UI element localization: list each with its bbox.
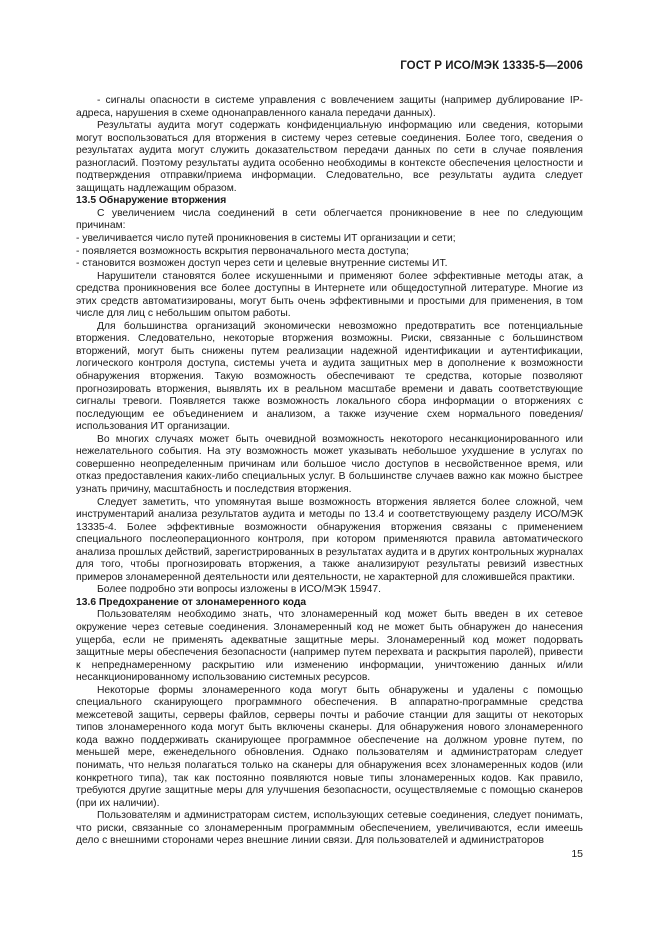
paragraph: Во многих случаях может быть очевидной возможность некоторого несанкционированного или нежелательного события. На эту возможность может указывать небольшое ухудшение в услугах по совершенно неопределенным причинам или большое число доступов в несвойственное время, или отказ предоставления каких-либо специальных услуг. В большинстве случаев важно как можно быстрее узнать причину, масштабность и последствия вторжения.: [76, 433, 583, 495]
paragraph: Нарушители становятся более искушенными и применяют более эффективные методы атак, а средства проникновения все более доступны в Интернете или общедоступной литературе. Многие из этих средств автоматизированы, могут быть очень эффективными и простыми для применения, в том числе для лиц с небольшим опытом работы.: [76, 270, 583, 320]
paragraph: С увеличением числа соединений в сети облегчается проникновение в нее по следующим причинам:: [76, 207, 583, 232]
paragraph: Пользователям и администраторам систем, использующих сетевые соединения, следует понимать, что риски, связанные со злонамеренным программным обеспечением, увеличиваются, если имеешь дело с внешними сторонами через внешние линии связи. Для пользователей и администраторов: [76, 810, 583, 847]
document-header: ГОСТ Р ИСО/МЭК 13335-5—2006: [400, 60, 583, 72]
section-heading: 13.6 Предохранение от злонамеренного кода: [76, 596, 307, 608]
list-item: - увеличивается число путей проникновения в системы ИТ организации и сети;: [76, 233, 456, 245]
list-item: - появляется возможность вскрытия первоначального места доступа;: [76, 245, 409, 257]
page-number: 15: [571, 848, 583, 860]
paragraph: Результаты аудита могут содержать конфиденциальную информацию или сведения, которыми могут воспользоваться для вторжения в систему через сетевые соединения. Более того, сведения о результатах аудита могут служить доказательством передачи данных по сети в случае появления разногласий. Поэтому результаты аудита особенно необходимы в контексте обеспечения целостности и подтверждения отправки/приема информации. Следовательно, все результаты аудита следует защищать надлежащим образом.: [76, 120, 583, 194]
document-body: [76, 95, 583, 848]
paragraph: Для большинства организаций экономически невозможно предотвратить все потенциальные вторжения. Следовательно, некоторые вторжения возможны. Риски, связанные с большинством вторжений, могут быть снижены путем реализации надежной идентификации и аутентификации, логического контроля доступа, системы учета и аудита защитных мер в дополнение к возможности обнаружения вторжения. Такую возможность обеспечивают те средства, которые позволяют прогнозировать вторжения, выявлять их в реальном масштабе времени и давать соответствующие сигналы тревоги. Появляется также возможность локального сбора информации о вторжениях с последующим ее объединением и анализом, а также изучение схем нормального поведения/использования ИТ организации.: [76, 320, 583, 433]
list-item: - сигналы опасности в системе управления с вовлечением защиты (например дублирование IP-адреса, нарушения в схеме однонаправленного канала передачи данных).: [76, 95, 583, 119]
list-item: - становится возможен доступ через сети и целевые внутренние системы ИТ.: [76, 258, 448, 270]
paragraph: Некоторые формы злонамеренного кода могут быть обнаружены и удалены с помощью специального сканирующего программного обеспечения. В аппаратно-программные средства межсетевой защиты, серверы файлов, серверы почты и рабочие станции для защиты от некоторых типов злонамеренного кода могут быть включены сканеры. Для обнаружения нового злонамеренного кода важно поддерживать сканирующее программное обеспечение на должном уровне путем, по меньшей мере, еженедельного обновления. Однако пользователям и администраторам следует понимать, что нельзя полагаться только на сканеры для обнаружения всех злонамеренных кодов (или конкретного типа), так как постоянно появляются новые типы злонамеренных кодов. Как правило, требуются другие защитные меры для улучшения безопасности, осуществляемые с помощью сканеров (при их наличии).: [76, 684, 583, 809]
section-heading: 13.5 Обнаружение вторжения: [76, 195, 227, 207]
paragraph: Следует заметить, что упомянутая выше возможность вторжения является более сложной, чем инструментарий анализа результатов аудита и методы по 13.4 и соответствующему разделу ИСО/МЭК 13335-4. Более эффективные возможности обнаружения вторжения связаны с применением специального послеоперационного контроля, при котором применяются правила автоматического анализа прошлых действий, зарегистрированных в результатах аудита и в других контрольных журналах для того, чтобы прогнозировать вторжения, а также анализируют результаты ревизий известных примеров злонамеренной деятельности или деятельности, не характерной для сложившейся практики.: [76, 496, 583, 583]
paragraph: Более подробно эти вопросы изложены в ИСО/МЭК 15947.: [97, 584, 381, 596]
paragraph: Пользователям необходимо знать, что злонамеренный код может быть введен в их сетевое окружение через сетевые соединения. Злонамеренный код не может быть обнаружен до нанесения ущерба, если не применять адекватные защитные меры. Злонамеренный код может подорвать защитные меры обеспечения безопасности (например путем перехвата и раскрытия паролей), привести к непреднамеренному раскрытию или изменению информации, уничтожению данных и/или несанкционированному использованию системных ресурсов.: [76, 609, 583, 684]
